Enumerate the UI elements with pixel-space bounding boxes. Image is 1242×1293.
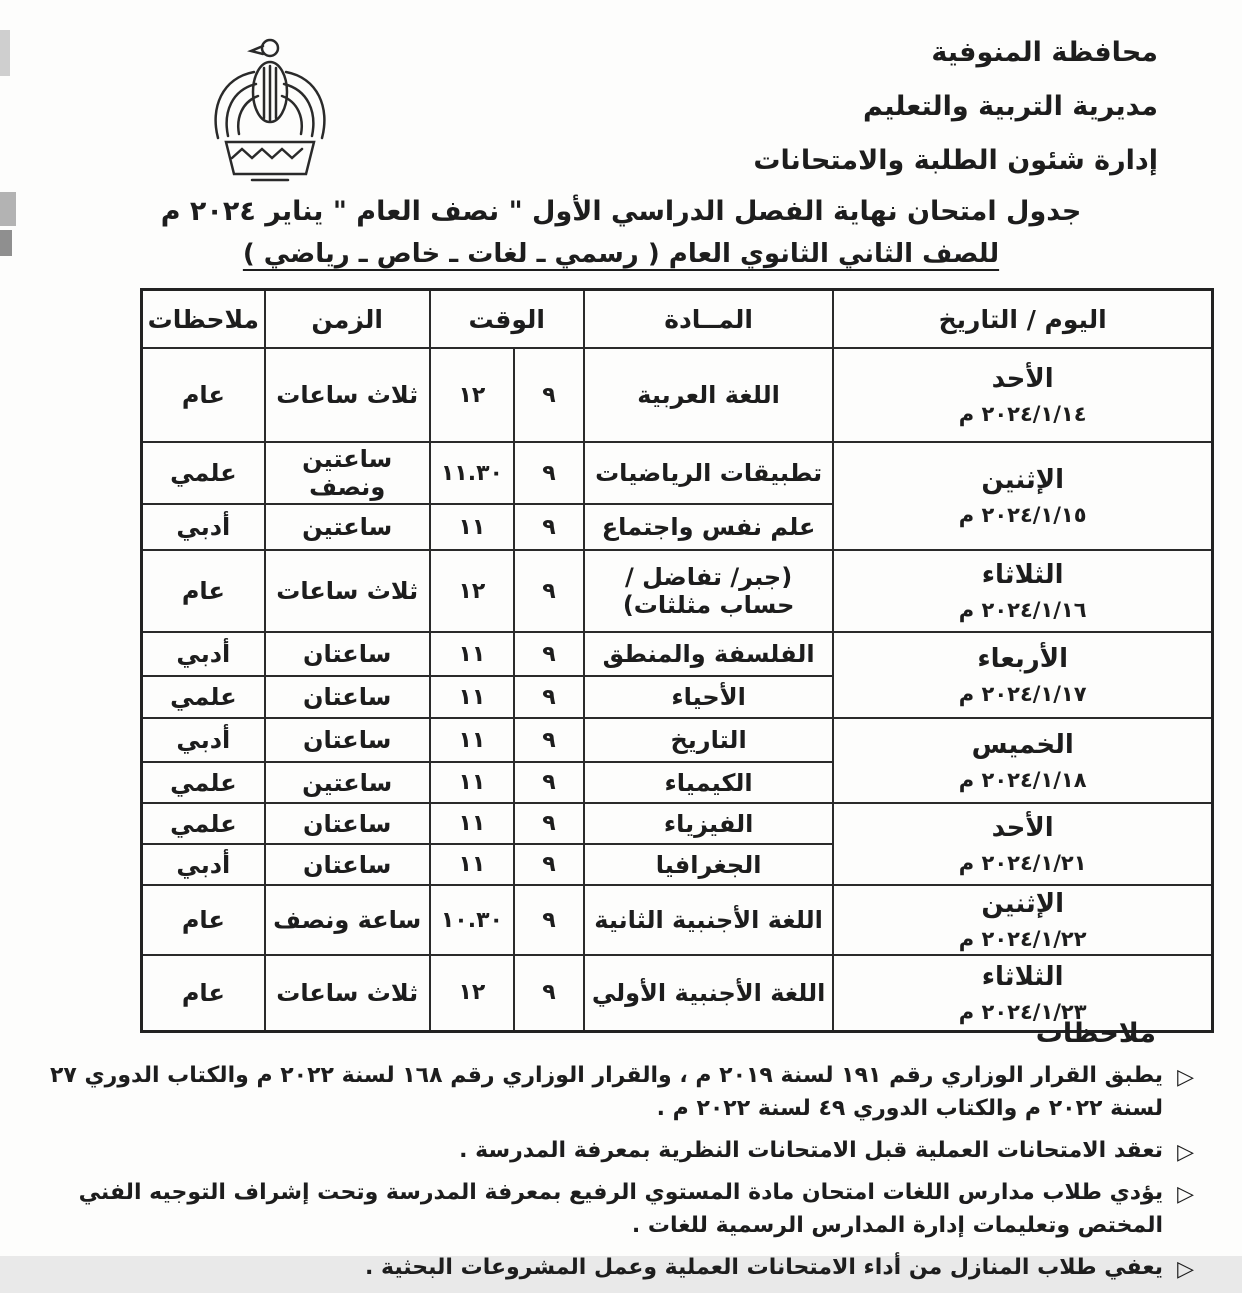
day-name: الإثنين [981, 465, 1065, 495]
duration-cell: ساعتان [265, 676, 430, 718]
subject-cell: اللغة الأجنبية الأولي [584, 955, 834, 1031]
group-cell: أدبي [142, 632, 265, 676]
org-line-directorate: مديرية التربية والتعليم [863, 91, 1158, 122]
group-cell: علمي [142, 762, 265, 803]
day-date: ٢٠٢٤/١/١٧ م [958, 682, 1087, 706]
duration-cell: ساعتين ونصف [265, 442, 430, 504]
note-item [26, 1176, 1194, 1242]
table-row [142, 803, 1213, 844]
duration-cell: ساعتان [265, 718, 430, 762]
exam-schedule-table [140, 288, 1214, 1033]
time-end-cell: ١١ [430, 632, 515, 676]
subject-cell: الأحياء [584, 676, 834, 718]
duration-cell: ساعة ونصف [265, 885, 430, 955]
duration-cell: ثلاث ساعات [265, 955, 430, 1031]
time-start-cell: ٩ [514, 442, 584, 504]
subject-cell: اللغة العربية [584, 348, 834, 442]
day-name: الأحد [991, 364, 1054, 394]
note-text: تعقد الامتحانات العملية قبل الامتحانات النظرية بمعرفة المدرسة . [459, 1138, 1164, 1163]
org-line-governorate: محافظة المنوفية [931, 37, 1158, 68]
day-date: ٢٠٢٤/١/١٦ م [958, 598, 1087, 622]
table-row [142, 632, 1213, 676]
header-day-date: اليوم / التاريخ [833, 290, 1212, 349]
duration-cell: ثلاث ساعات [265, 550, 430, 632]
time-start-cell: ٩ [514, 762, 584, 803]
time-start-cell: ٩ [514, 803, 584, 844]
group-cell: عام [142, 955, 265, 1031]
group-cell: عام [142, 348, 265, 442]
day-name: الثلاثاء [981, 961, 1064, 992]
document-title [0, 196, 1242, 269]
title-line-1: جدول امتحان نهاية الفصل الدراسي الأول " نصف العام " يناير ٢٠٢٤ م [160, 196, 1082, 227]
day-date: ٢٠٢٤/١/٢٣ م [958, 999, 1087, 1024]
header-notes: ملاحظات [142, 290, 265, 349]
day-name: الأحد [991, 813, 1054, 843]
group-cell: علمي [142, 803, 265, 844]
table-row [142, 348, 1213, 442]
subject-cell: التاريخ [584, 718, 834, 762]
note-text: يطبق القرار الوزاري رقم ١٩١ لسنة ٢٠١٩ م ، والقرار الوزاري رقم ١٦٨ لسنة ٢٠٢٢ م والكتاب الدوري ٢٧ لسنة ٢٠٢٢ م والكتاب الدوري ٤٩ لسنة ٢٠٢٢ م . [49, 1063, 1164, 1121]
note-text: يعفي طلاب المنازل من أداء الامتحانات العملية وعمل المشروعات البحثية . [364, 1255, 1164, 1280]
table-row [142, 550, 1213, 632]
day-name: الأربعاء [977, 644, 1069, 674]
time-start-cell: ٩ [514, 844, 584, 885]
title-line-2: للصف الثاني الثانوي العام ( رسمي ـ لغات ـ خاص ـ رياضي ) [242, 239, 1000, 269]
note-item [26, 1059, 1194, 1125]
day-date: ٢٠٢٤/١/٢١ م [958, 851, 1087, 875]
day-date: ٢٠٢٤/١/٢٢ م [958, 927, 1087, 951]
day-date-cell [833, 348, 1212, 442]
day-date-cell [833, 550, 1212, 632]
group-cell: أدبي [142, 504, 265, 550]
note-item [26, 1134, 1194, 1167]
time-start-cell: ٩ [514, 676, 584, 718]
arrow-bullet-icon: ▷ [1177, 1140, 1194, 1165]
time-end-cell: ١١ [430, 844, 515, 885]
time-start-cell: ٩ [514, 955, 584, 1031]
time-end-cell: ١٢ [430, 550, 515, 632]
table-header-row [142, 290, 1213, 349]
duration-cell: ساعتين [265, 504, 430, 550]
notes-section [26, 1018, 1194, 1293]
table-row [142, 718, 1213, 762]
scan-artifact [0, 30, 10, 76]
duration-cell: ساعتان [265, 632, 430, 676]
subject-cell: الفلسفة والمنطق [584, 632, 834, 676]
time-end-cell: ١٢ [430, 955, 515, 1031]
arrow-bullet-icon: ▷ [1177, 1257, 1194, 1282]
time-end-cell: ١١ [430, 803, 515, 844]
day-date: ٢٠٢٤/١/١٨ م [958, 767, 1087, 792]
group-cell: عام [142, 550, 265, 632]
day-date-cell [833, 632, 1212, 718]
group-cell: علمي [142, 676, 265, 718]
day-date: ٢٠٢٤/١/١٥ م [958, 503, 1087, 527]
eagle-emblem-logo [192, 30, 344, 194]
time-start-cell: ٩ [514, 348, 584, 442]
duration-cell: ساعتان [265, 803, 430, 844]
group-cell: علمي [142, 442, 265, 504]
subject-cell: (جبر/ تفاضل /حساب مثلثات) [584, 550, 834, 632]
day-name: الثلاثاء [981, 560, 1064, 590]
time-end-cell: ١٠.٣٠ [430, 885, 515, 955]
subject-cell: الفيزياء [584, 803, 834, 844]
day-name: الإثنين [981, 889, 1065, 919]
time-start-cell: ٩ [514, 885, 584, 955]
header-time: الوقت [430, 290, 584, 349]
day-date: ٢٠٢٤/١/١٤ م [958, 402, 1087, 426]
duration-cell: ثلاث ساعات [265, 348, 430, 442]
letterhead [753, 26, 1158, 188]
exam-schedule [140, 288, 1214, 1033]
duration-cell: ساعتين [265, 762, 430, 803]
time-end-cell: ١١ [430, 676, 515, 718]
arrow-bullet-icon: ▷ [1177, 1065, 1194, 1090]
header-subject: المــادة [584, 290, 834, 349]
note-item [26, 1251, 1194, 1284]
time-start-cell: ٩ [514, 504, 584, 550]
time-end-cell: ١١ [430, 718, 515, 762]
table-row [142, 885, 1213, 955]
time-end-cell: ١٢ [430, 348, 515, 442]
subject-cell: تطبيقات الرياضيات [584, 442, 834, 504]
time-start-cell: ٩ [514, 632, 584, 676]
subject-cell: علم نفس واجتماع [584, 504, 834, 550]
note-text: يؤدي طلاب مدارس اللغات امتحان مادة المستوي الرفيع بمعرفة المدرسة وتحت إشراف التوجيه الفني المختص وتعليمات إدارة المدارس الرسمية للغات . [78, 1180, 1164, 1238]
group-cell: أدبي [142, 718, 265, 762]
time-start-cell: ٩ [514, 718, 584, 762]
group-cell: أدبي [142, 844, 265, 885]
subject-cell: اللغة الأجنبية الثانية [584, 885, 834, 955]
time-end-cell: ١١ [430, 762, 515, 803]
header-duration: الزمن [265, 290, 430, 349]
subject-cell: الكيمياء [584, 762, 834, 803]
day-date-cell [833, 718, 1212, 803]
duration-cell: ساعتان [265, 844, 430, 885]
day-date-cell [833, 803, 1212, 885]
day-date-cell [833, 885, 1212, 955]
day-date-cell [833, 442, 1212, 550]
time-end-cell: ١١.٣٠ [430, 442, 515, 504]
org-line-administration: إدارة شئون الطلبة والامتحانات [753, 145, 1158, 176]
table-row [142, 442, 1213, 504]
time-start-cell: ٩ [514, 550, 584, 632]
time-end-cell: ١١ [430, 504, 515, 550]
day-name: الخميس [971, 729, 1074, 760]
subject-cell: الجغرافيا [584, 844, 834, 885]
notes-heading: ملاحظات [1035, 1018, 1156, 1049]
arrow-bullet-icon: ▷ [1177, 1182, 1194, 1207]
group-cell: عام [142, 885, 265, 955]
